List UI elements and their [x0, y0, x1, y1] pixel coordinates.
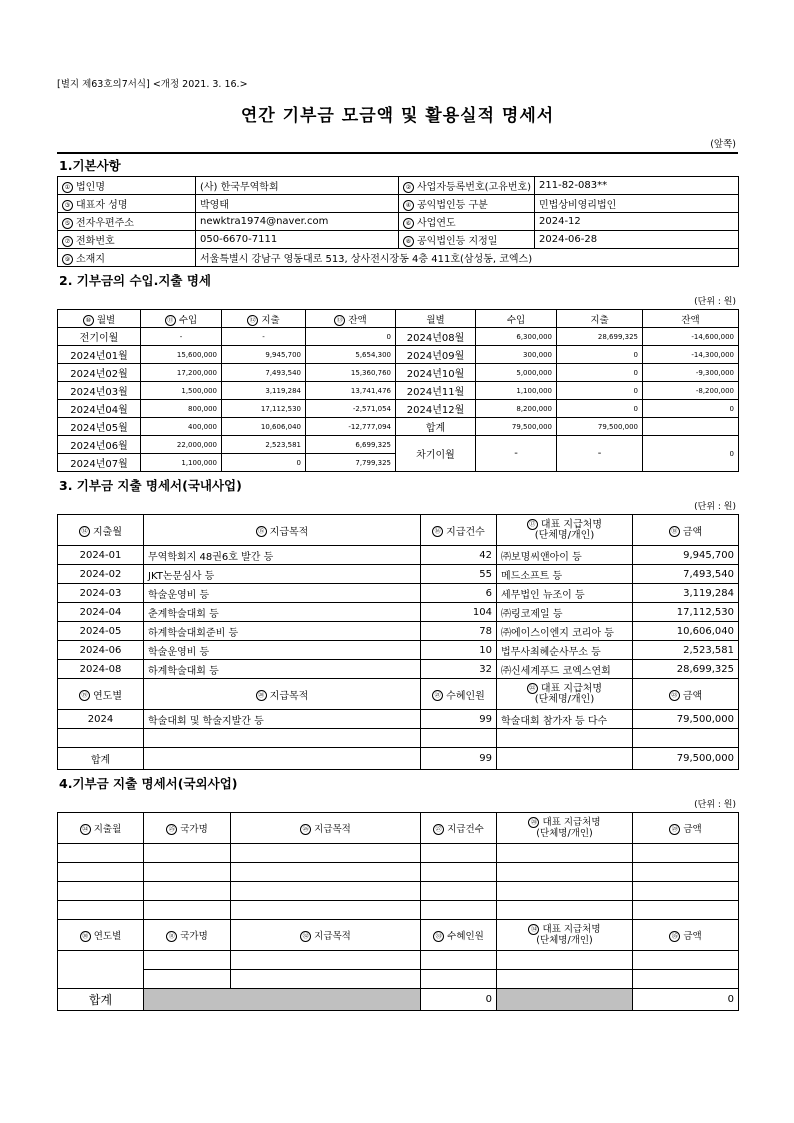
table-row: 2024년05월 400,000 10,606,040 -12,777,094 합계 79,500,000 79,500,000	[58, 418, 739, 436]
table-row: 2024 학술대회 및 학술지발간 등 99 학술대회 참가자 등 다수 79,500,000	[58, 710, 739, 729]
info-row: ⑦ 전화번호 050-6670-7111 ⑧ 공익법인등 지정일 2024-06-28	[58, 231, 739, 249]
domestic-yearly-header: ⑲ 연도별 ⑳ 지급목적 ㉑ 수혜인원 ㉒ 대표 지급처명 (단체명/개인) ㉓ 금액	[58, 679, 739, 710]
table-row: 2024-01 무역학회지 48권6호 발간 등 42 ㈜보명씨앤아이 등 9,945,700	[58, 546, 739, 565]
table-row: 2024-02 JKT논문심사 등 55 메드소프트 등 7,493,540	[58, 565, 739, 584]
info-row: ③ 대표자 성명 박영태 ④ 공익법인등 구분 민법상비영리법인	[58, 195, 739, 213]
domestic-total-row: 합계 99 79,500,000	[58, 748, 739, 770]
basic-info-table	[57, 176, 739, 267]
income-expense-table	[57, 309, 739, 472]
table-row: 2024년02월 17,200,000 7,493,540 15,360,760 2024년10월 5,000,000 0 -9,300,000	[58, 364, 739, 382]
domestic-expense-table	[57, 514, 739, 770]
table-row: 2024년03월 1,500,000 3,119,284 13,741,476 2024년11월 1,100,000 0 -8,200,000	[58, 382, 739, 400]
overseas-expense-header: ㉔ 지출월 ㉕ 국가명 ㉖ 지급목적 ㉗ 지급건수 ㉘ 대표 지급처명 (단체명/개인) ㉙ 금액	[58, 813, 739, 844]
page-side-label: (앞쪽)	[710, 139, 736, 150]
unit-label: (단위 : 원)	[694, 502, 736, 512]
table-row: 2024년01월 15,600,000 9,945,700 5,654,300 2024년09월 300,000 0 -14,300,000	[58, 346, 739, 364]
table-row	[58, 970, 739, 989]
table-row: 2024-05 하계학술대회준비 등 78 ㈜에이스이엔지 코리아 등 10,606,040	[58, 622, 739, 641]
table-row	[58, 901, 739, 920]
form-page	[57, 76, 738, 1011]
table-row	[58, 882, 739, 901]
info-row: ① 법인명 (사) 한국무역학회 ② 사업자등록번호(고유번호) 211-82-083**	[58, 177, 739, 195]
table-row: 전기이월 - - 0 2024년08월 6,300,000 28,699,325 -14,600,000	[58, 328, 739, 346]
section3-title: 3. 기부금 지출 명세서(국내사업)	[59, 478, 242, 493]
table-row: 2024년06월 22,000,000 2,523,581 6,699,325 차기이월 - - 0	[58, 436, 739, 454]
table-row: 2024-06 학술운영비 등 10 법무사최혜순사무소 등 2,523,581	[58, 641, 739, 660]
overseas-total-row: 합계 0 0	[58, 989, 739, 1011]
overseas-yearly-header: ㉚ 연도별 ㉛ 국가명 ㉜ 지급목적 ㉝ 수혜인원 ㉞ 대표 지급처명 (단체명/개인) ㉟ 금액	[58, 920, 739, 951]
table-row: 2024-03 학술운영비 등 6 세무법인 뉴조이 등 3,119,284	[58, 584, 739, 603]
section4-title: 4.기부금 지출 명세서(국외사업)	[59, 776, 238, 791]
section2-title: 2. 기부금의 수입.지출 명세	[59, 273, 212, 288]
unit-label: (단위 : 원)	[694, 800, 736, 810]
table-row: 2024년04월 800,000 17,112,530 -2,571,054 2024년12월 8,200,000 0 0	[58, 400, 739, 418]
table-row	[58, 951, 739, 970]
section1-title: 1.기본사항	[57, 152, 738, 176]
address-row: ⑨ 소재지 서울특별시 강남구 영동대로 513, 상사전시장동 4층 411호(삼성동, 코엑스)	[58, 249, 739, 267]
overseas-expense-table	[57, 812, 739, 1011]
table-row	[58, 729, 739, 748]
document-title: 연간 기부금 모금액 및 활용실적 명세서	[240, 106, 555, 126]
table-row: 2024-04 춘계학술대회 등 104 ㈜링코제일 등 17,112,530	[58, 603, 739, 622]
form-reference: [별지 제63호의7서식] <개정 2021. 3. 16.>	[57, 79, 248, 90]
table-row: 2024-08 하계학술대회 등 32 ㈜신세계푸드 코엑스연회 28,699,325	[58, 660, 739, 679]
domestic-expense-header: ⑭ 지출월 ⑮ 지급목적 ⑯ 지급건수 ⑰ 대표 지급처명 (단체명/개인) ⑱ 금액	[58, 515, 739, 546]
table-row	[58, 844, 739, 863]
income-expense-header: ⑩ 월별 ⑪ 수입 ⑫ 지출 ⑬ 잔액 월별 수입 지출 잔액	[58, 310, 739, 328]
table-row	[58, 863, 739, 882]
unit-label: (단위 : 원)	[694, 297, 736, 307]
table-row: 2024년07월 1,100,000 0 7,799,325	[58, 454, 739, 472]
info-row: ⑤ 전자우편주소 newktra1974@naver.com ⑥ 사업연도 2024-12	[58, 213, 739, 231]
